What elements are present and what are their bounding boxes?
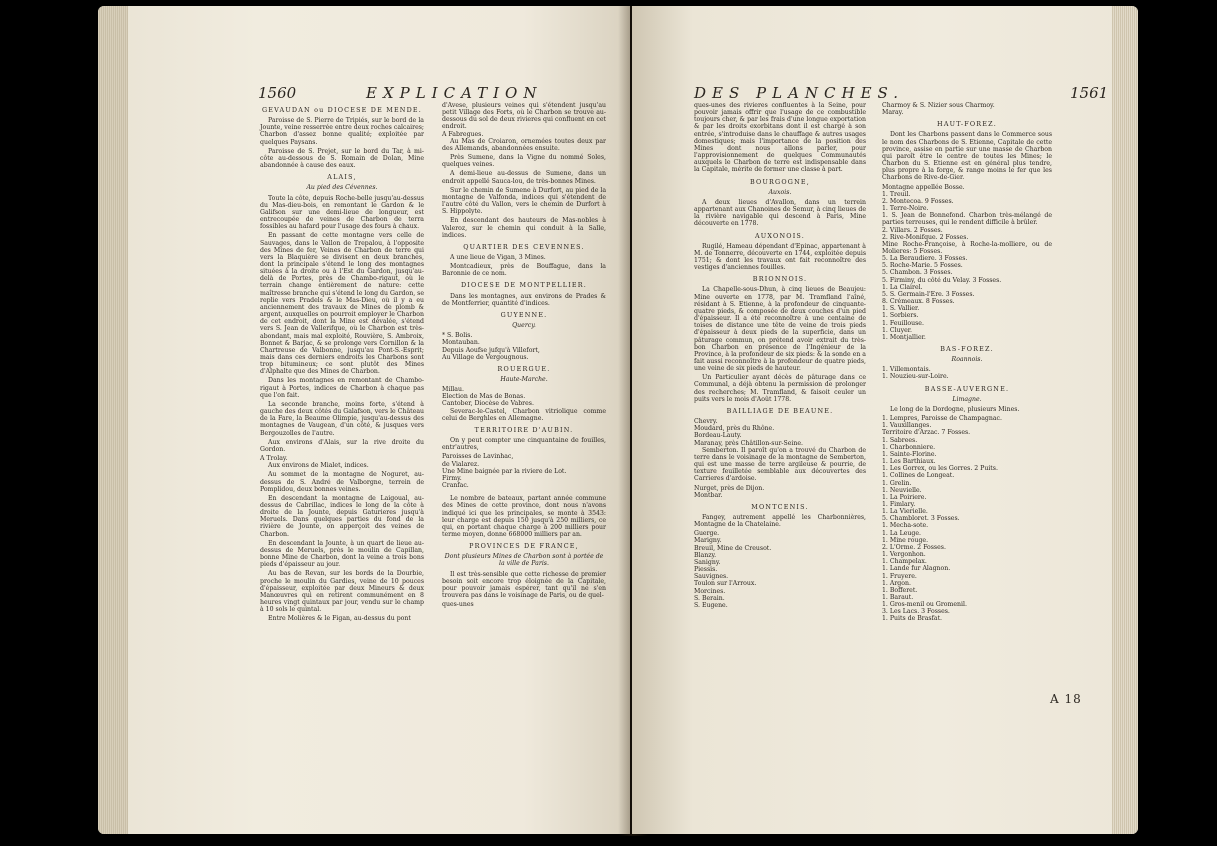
text-paragraph: 2. Villars. 2 Fosses.: [882, 226, 943, 234]
running-header-right: DES PLANCHES.: [694, 84, 905, 102]
text-paragraph: 1. Bofferet.: [882, 586, 918, 594]
text-column-3: [694, 102, 866, 609]
text-paragraph: Maray.: [882, 109, 904, 117]
text-paragraph: 2. Montecoa. 9 Fosses.: [882, 197, 954, 205]
left-page: [98, 6, 630, 834]
text-paragraph: Chevry.: [694, 418, 718, 426]
text-paragraph: 1. Cluyer.: [882, 326, 912, 334]
section-heading: MONTCENIS.: [751, 502, 809, 511]
running-header-left: EXPLICATION: [366, 84, 543, 102]
section-heading: ROUERGUE.: [497, 364, 551, 373]
section-heading: BRIONNOIS.: [752, 275, 808, 284]
text-paragraph: A deux lieues d'Avallon, dans un terrein appartenant aux Chanoines de Semur, à cinq lieues de la rivière navigable qui descend à Paris, Mine découverte en 1778.: [694, 198, 866, 228]
text-paragraph: Marigny.: [694, 537, 722, 545]
text-paragraph: A Fabregues.: [442, 130, 484, 138]
text-paragraph: S. Berain.: [694, 594, 725, 602]
text-paragraph: Toulon sur l'Arroux.: [694, 580, 757, 588]
page-edges-right: [1112, 6, 1138, 834]
text-paragraph: 1. Charbonniere.: [882, 443, 936, 451]
text-paragraph: ques-unes des rivieres confluentes à la Seine, pour pouvoir jamais offrir que l'usage de ce combustible toujours cher, & par les frais d'une longue exportation & par les droits exorbitans dont il est chargé à son entrée, s'introduise dans le chauffage & autres usages domestiques; mais l'importance de la position des Mines dont nous allons parler, pour l'approvisionnement de quelques Communautés auxquels le Charbon de terre est indispensable dans la Capitale, mérite de former une classe à part.: [694, 102, 866, 174]
text-paragraph: 5. Chambloret. 3 Fosses.: [882, 515, 960, 523]
text-paragraph: 1. Gros-menil ou Gromenil.: [882, 601, 967, 609]
section-subheading: Limagne.: [952, 395, 982, 403]
text-paragraph: Montagne appellée Bosse.: [882, 183, 965, 191]
text-paragraph: Firmy.: [442, 474, 462, 482]
text-paragraph: 1. La Poiriere.: [882, 493, 927, 501]
text-paragraph: Dont les Charbons passent dans le Commerce sous le nom des Charbons de S. Etienne, Capitale de cette province, assise en partie sur une masse de Charbon qui paroît être le centre de toutes les Mines; le Charbon du S. Etienne est en général plus tendre, plus propre à la forge, & range moins le fer que les Charbons de Rive-de-Gier.: [882, 131, 1052, 182]
page-number-left: 1560: [258, 84, 297, 102]
text-paragraph: 5. Chambon. 3 Fosses.: [882, 269, 953, 277]
section-heading: HAUT-FOREZ.: [937, 120, 997, 129]
text-paragraph: Entre Molières & le Figan, au-dessus du pont: [268, 615, 411, 623]
text-paragraph: La Chapelle-sous-Dhun, à cinq lieues de Beaujeu: Mine ouverte en 1778, par M. Tramfland l'aîné, résidant à S. Etienne, à la profondeur de cinquante-quatre pieds, & composée de deux couches d'un pied d'épaisseur. Il a été reconnoître à une centaine de toises de distance une tête de veine de trois pieds d'épaisseur à deux pieds de la superficie, dans un pâturage commun, on prétend avoir extrait du très-bon Charbon en présence de l'Ingénieur de la Province, à la profondeur de six pieds: & la sonde en a fait aussi reconnoître à la profondeur de quatre pieds, une veine de six pieds de hauteur.: [694, 286, 866, 373]
text-paragraph: Piessis.: [694, 566, 718, 574]
text-paragraph: En descendant des hauteurs de Mas-nobles à Valeroz, sur le chemin qui conduit à la Salle, indices.: [442, 217, 606, 239]
text-column-4: [882, 102, 1052, 623]
section-subheading: Dont plusieurs Mines de Charbon sont à portée de la ville de Paris.: [444, 553, 604, 568]
text-paragraph: Sauvignes.: [694, 573, 729, 581]
section-heading: GEVAUDAN ou DIOCESE DE MENDE.: [261, 106, 423, 114]
text-paragraph: 1. Les Barthiaux.: [882, 458, 936, 466]
section-heading: TERRITOIRE D'AUBIN.: [474, 425, 574, 434]
text-paragraph: 1. Lande fur Alagnon.: [882, 565, 951, 573]
text-paragraph: Depuis Aoufse jufqu'à Villefort,: [442, 346, 540, 354]
text-paragraph: d'Avese, plusieurs veines qui s'étendent jusqu'au petit Village des Forts, où le Charbon se trouve au-dessous du sol de deux rivieres qui confluent en cet endroit.: [442, 102, 606, 131]
text-paragraph: Cantober, Diocèse de Vabres.: [442, 400, 534, 408]
text-paragraph: Bordeau-Lauty.: [694, 432, 742, 440]
text-paragraph: 2. Rive-Monifque. 2 Fosses.: [882, 233, 969, 241]
text-paragraph: 1. La Leuge.: [882, 529, 921, 537]
text-paragraph: Blanzy.: [694, 551, 717, 559]
text-paragraph: de Vialarez.: [442, 460, 480, 468]
section-subheading: Auxois.: [768, 188, 792, 196]
text-paragraph: Sanigny.: [694, 558, 721, 566]
text-paragraph: 1. S. Jean de Bonnefond. Charbon très-mélangé de parties terreuses, qui le rendent difficile à brûler.: [882, 212, 1052, 227]
section-heading: QUARTIER DES CEVENNES.: [463, 242, 585, 251]
text-paragraph: En descendant la montagne de Laigoual, au-dessus de Cabrillac, indices le long de la côte à droite de la Jounte, depuis Gaturieres jusqu'à Meruels. Dans quelques parties du fond de la rivière de Jounte, on apperçoit des veines de Charbon.: [260, 494, 424, 538]
text-paragraph: 1. Fimlary.: [882, 500, 916, 508]
section-subheading: Roannois.: [951, 356, 983, 364]
text-paragraph: 1. La Vierielle.: [882, 508, 928, 516]
text-paragraph: Dans les montagnes, aux environs de Prades & de Montferrier, quantité d'indices.: [442, 292, 606, 307]
text-paragraph: Guerge.: [694, 530, 720, 538]
section-heading: AUXONOIS.: [754, 231, 805, 240]
text-paragraph: 1. Baraut.: [882, 594, 914, 601]
text-paragraph: A une lieue de Vigan, 3 Mines.: [450, 253, 546, 261]
text-paragraph: Un Particulier ayant décès de pâturage dans ce Communal, a déjà obtenu la permission de prolonger des recherches; M. Tramfland, & faisoit ceuler un puits vers le mois d'Août 1778.: [694, 374, 866, 403]
section-heading: PROVINCES DE FRANCE,: [469, 542, 579, 551]
text-paragraph: Montauban.: [442, 339, 480, 347]
text-paragraph: Au Village de Vergougnous.: [442, 353, 529, 361]
printer-signature: A 18: [1050, 692, 1082, 706]
section-heading: BOURGOGNE,: [750, 177, 810, 186]
text-paragraph: 1. Lempres, Paroisse de Champagnac.: [882, 415, 1002, 423]
text-paragraph: A Trolay.: [260, 455, 288, 463]
text-paragraph: 1. Neuvielle.: [882, 486, 922, 494]
text-paragraph: 1. Vergonhon.: [882, 551, 926, 559]
text-paragraph: Au bas de Revan, sur les bords de la Dourbie, proche le moulin du Gardies, veine de 10 pouces d'épaisseur, exploitée par deux Mineurs & deux Manœuvres qui en retirent communément en 8 heures vingt quintaux par jour, vendu sur le champ à 10 sols le quintal.: [260, 570, 424, 614]
text-paragraph: 8. Crémeaux. 8 Fosses.: [882, 298, 955, 306]
text-paragraph: 1. S. Vallier.: [882, 305, 920, 313]
text-paragraph: * S. Bolis.: [442, 332, 473, 340]
section-subheading: Quercy.: [512, 322, 536, 330]
text-paragraph: 1. La Clairel.: [882, 283, 923, 291]
text-paragraph: Montbar.: [694, 491, 723, 499]
text-paragraph: ques-unes: [442, 601, 474, 609]
section-heading: GUYENNE.: [500, 310, 548, 319]
text-paragraph: A demi-lieue au-dessus de Sumene, dans un endroit appellé Sauca-lou, de très-bonnes Mines.: [442, 170, 606, 185]
text-paragraph: Toute la côte, depuis Roche-belle jusqu'au-dessus du Mas-dieu-bois, en remontant le Gardon & le Galifson sur une demi-lieue de longueur, est entrecoupée de veines de Charbon de terra fossibles au hafard pour l'usage des fours à chaux.: [260, 194, 424, 231]
text-paragraph: 3. Les Lacs. 3 Fosses.: [882, 608, 950, 616]
text-paragraph: Aux environs de Mialet, indices.: [268, 462, 369, 470]
text-paragraph: 5. La Beraudiere. 3 Fosses.: [882, 255, 968, 263]
text-paragraph: 5. Firminy, du côté du Velay. 3 Fosses.: [882, 276, 1002, 284]
text-paragraph: Breuil, Mine de Creusot.: [694, 544, 772, 552]
section-subheading: Au pied des Cévennes.: [306, 184, 378, 192]
text-paragraph: En passant de cette montagne vers celle de Sauvages, dans le Vallon de Trepalou, à l'opposite des Mines de fer, Veines de Charbon de terre qui vers la Blaquière se divisent en deux branches, dont la principale s'étend le long des montagnes situées à la droite ou à l'Est du Gardon, jusqu'au-delà de Portes, près de Chambo-rigaut, où le terrain change entièrement de nature: cette maîtresse branche qui s'étend le long du Gardon, se replie vers Pradels & le Mas-Dieu, où il y a eu anciennement des travaux de Mines de plomb & argent, auxquelles on pourroit employer le Charbon de cet endroit, dont la Mine est dévalée, s'étend vers S. Jean de Vallerifque, où le Charbon est très-abondant, mais mal exploité, Rouvière, S. Ambroix, Bonnet & Barjac, & se prolonge vers Cornillon & la Chartreuse de Valbonne, jusqu'au Pont-S.-Esprit; mais dans ces derniers endroits les Charbons sont trop bitumineux; ce sont plutôt des Mines d'Alphalte que des Mines de Charbon.: [260, 232, 424, 376]
text-paragraph: Paroisse de S. Pierre de Tripiés, sur le bord de la Jounte, veine resserrée entre deux roches calcaires; Charbon d'assez bonne qualité; exploitée par quelques Paysans.: [260, 117, 424, 146]
text-paragraph: Rugilé, Hameau dépendant d'Epinac, appartenant à M. de Tonnerre, découverte en 1744, exploitée depuis 1751; & dont les travaux ont fait reconnoître des vestiges d'anciennes fouilles.: [694, 242, 866, 272]
text-paragraph: 1. Les Gorrex, ou les Gorres. 2 Puits.: [882, 465, 998, 473]
text-paragraph: 1. Montjallier.: [882, 333, 926, 341]
text-paragraph: 1. Puits de Brasfat.: [882, 615, 943, 623]
text-paragraph: Charmoy & S. Nizier sous Charmoy.: [882, 102, 995, 109]
text-paragraph: Moudard, près du Rhône.: [694, 425, 775, 433]
section-heading: ALAIS,: [327, 173, 357, 182]
text-paragraph: 1. Sorbiers.: [882, 312, 919, 320]
text-paragraph: Paroisses de Lavinhac,: [442, 453, 514, 461]
text-paragraph: La seconde branche, moins forte, s'étend à gauche des deux côtés du Galafson, vers le Château de la Fare, la Beaume Olimpie, jusqu'au-dessus des montagnes de Vaugean, d'un côté, & jusques vers Bergouzolles de l'autre.: [260, 400, 424, 437]
text-paragraph: 1. Argon.: [882, 579, 911, 587]
text-paragraph: Aux environs d'Alais, sur la rive droite du Gordon.: [260, 438, 424, 453]
text-paragraph: 1. Villemontais.: [882, 366, 931, 374]
text-paragraph: Au Mas de Croiaron, ornemées toutes deux par des Allemands, abandonnées ensuite.: [442, 137, 606, 152]
text-paragraph: Mine Roche-Françoise, à Roche-la-molliere, ou de Molieres: 5 Fosses.: [882, 240, 1052, 255]
text-paragraph: Une Mine baignée par la riviere de Lot.: [442, 467, 567, 475]
text-paragraph: 1. Grelin.: [882, 479, 912, 487]
text-paragraph: Territoire d'Arzac. 7 Fosses.: [882, 429, 971, 437]
text-paragraph: 2. L'Orme. 2 Fosses.: [882, 543, 946, 551]
text-paragraph: 1. Mine rouge.: [882, 536, 929, 544]
text-paragraph: 1. Feuillouse.: [882, 319, 924, 327]
text-paragraph: 1. Nouzieu-sur-Loire.: [882, 373, 949, 381]
section-heading: BASSE-AUVERGNE.: [924, 384, 1010, 393]
text-paragraph: 1. Sabrees.: [882, 436, 918, 444]
text-paragraph: Morcines.: [694, 587, 726, 595]
open-book: [98, 6, 1138, 836]
text-paragraph: Maranay, près Châtillon-sur-Seine.: [694, 439, 804, 447]
text-paragraph: 5. Roche-Marie. 5 Fosses.: [882, 262, 963, 270]
text-paragraph: 5. S. Germain-l'Ere. 3 Fosses.: [882, 290, 975, 298]
text-paragraph: 1. Vauxillanges.: [882, 422, 932, 430]
section-heading: DIOCESE DE MONTPELLIER.: [460, 281, 588, 290]
text-paragraph: 1. Sainte-Florine.: [882, 450, 937, 458]
text-paragraph: Severac-le-Castel, Charbon vitriolique comme celui de Berghles en Allemagne.: [442, 407, 606, 422]
text-paragraph: Le nombre de bateaux, partant année commune des Mines de cette province, dont nous n'avons indiqué ici que les principales, se monte à 3543: leur charge est depuis 150 jusqu'à 250 milliers, ce qui, en portant chaque charge à 200 milliers pour terme moyen, donne 668000 milliers par an.: [442, 495, 606, 538]
text-paragraph: Au sommet de la montagne de Noguret, au-dessus de S. André de Valborgne, terrein de Pomplidou, deux bonnes veines.: [260, 471, 424, 493]
text-paragraph: Millau.: [442, 386, 464, 394]
page-edges-left: [98, 6, 128, 834]
text-paragraph: Cranfac.: [442, 482, 469, 490]
text-paragraph: 1. Terre-Noire.: [882, 205, 929, 213]
text-paragraph: On y peut compter une cinquantaine de fouilles, entr'autres,: [442, 437, 606, 452]
section-heading: BAILLIAGE DE BEAUNE.: [726, 406, 834, 415]
text-paragraph: Sur le chemin de Sumene à Durfort, au pied de la montagne de Valfonda, indices qui s'étendent de l'autre côté du Vallon, vers le chemin de Durfort à S. Hippolyte.: [442, 186, 607, 216]
section-subheading: Haute-Marche.: [500, 376, 548, 383]
text-paragraph: Fangey, autrement appellé les Charbonnières, Montagne de la Chatelaine.: [694, 513, 866, 529]
text-paragraph: Le long de la Dordogne, plusieurs Mines.: [890, 405, 1020, 413]
text-paragraph: Dans les montagnes en remontant de Chambo-rigaut à Portes, indices de Charbon à chaque pas que l'on fait.: [260, 377, 424, 399]
section-heading: BAS-FOREZ.: [940, 345, 994, 353]
text-paragraph: S. Eugene.: [694, 601, 728, 609]
text-paragraph: Nurget, près de Dijon.: [694, 484, 765, 492]
text-column-2: [442, 102, 606, 608]
text-paragraph: Montcadieux, près de Bouffague, dans la Baronnie de ce nom.: [442, 263, 606, 278]
text-paragraph: Il est très-sensible que cette richesse de premier besoin soit encore trop éloignée de la Capitale, pour pouvoir jamais espérer, tant qu'il ne s'en trouvera pas dans le voisinage de Paris, ou de quel-: [442, 570, 606, 600]
right-page: [632, 6, 1138, 834]
text-paragraph: 1. Treuil.: [882, 190, 911, 198]
text-paragraph: 1. Mecha-sote.: [882, 522, 929, 530]
text-paragraph: Semberton. Il paroît qu'on a trouvé du Charbon de terre dans le voisinage de la montagne de Semberton, qui est une masse de terre argileuse & pourrie, de texture feuilletée semblable aux découvertes des Carrieres d'ardoise.: [694, 446, 866, 483]
text-paragraph: 1. Fruyere.: [882, 572, 917, 580]
text-paragraph: En descendant la Jounte, à un quart de lieue au-dessus de Meruels, près le moulin de Capillan, bonne Mine de Charbon, dont la veine a trois bons pieds d'épaisseur au jour.: [260, 539, 424, 569]
text-paragraph: 1. Collines de Longeat.: [882, 472, 955, 480]
text-paragraph: Près Sumene, dans la Vigne du nommé Soles, quelques veines.: [442, 154, 606, 169]
text-column-1: [260, 102, 424, 624]
page-number-right: 1561: [1070, 84, 1109, 102]
text-paragraph: Election de Mas de Bonas.: [442, 393, 526, 401]
text-paragraph: 1. Champelax.: [882, 558, 927, 566]
text-paragraph: Paroisse de S. Prejet, sur le bord du Tar, à mi-côte au-dessous de S. Romain de Dolan, Mine abandonnée à cause des eaux.: [260, 147, 424, 170]
